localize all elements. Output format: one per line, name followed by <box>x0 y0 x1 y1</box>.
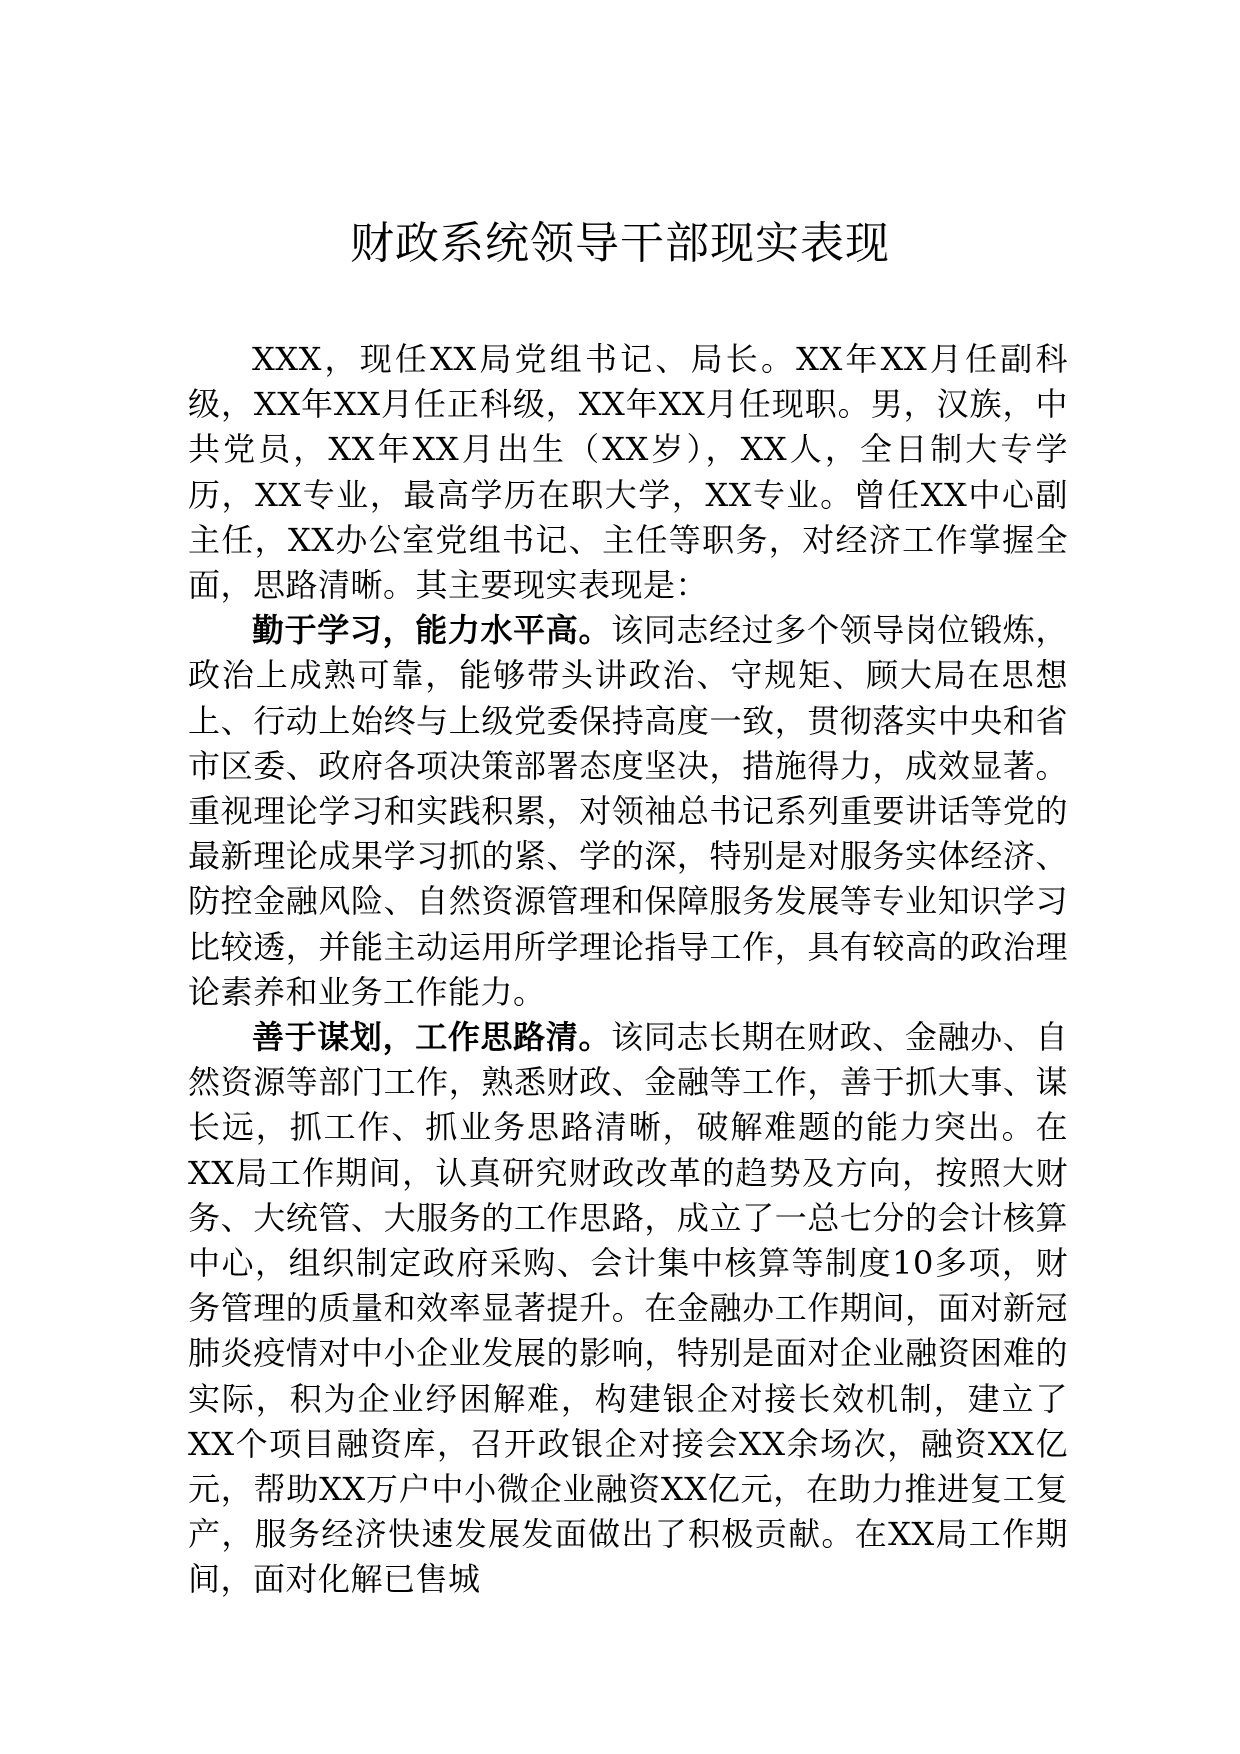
paragraph-lead: 勤于学习，能力水平高。 <box>252 611 612 650</box>
paragraph-study <box>188 608 1068 1015</box>
paragraph-text: 该同志长期在财政、金融办、自然资源等部门工作，熟悉财政、金融等工作，善于抓大事、谋长远，抓工作、抓业务思路清晰，破解难题的能力突出。在XX局工作期间，认真研究财政改革的趋势及方向，按照大财务、大统管、大服务的工作思路，成立了一总七分的会计核算中心，组织制定政府采购、会计集中核算等制度10多项，财务管理的质量和效率显著提升。在金融办工作期间，面对新冠肺炎疫情对中小企业发展的影响，特别是面对企业融资困难的实际，积为企业纾困解难，构建银企对接长效机制，建立了XX个项目融资库，召开政银企对接会XX余场次，融资XX亿元，帮助XX万户中小微企业融资XX亿元，在助力推进复工复产，服务经济快速发展发面做出了积极贡献。在XX局工作期间，面对化解已售城 <box>188 1018 1068 1599</box>
paragraph-text: 该同志经过多个领导岗位锻炼，政治上成熟可靠，能够带头讲政治、守规矩、顾大局在思想上、行动上始终与上级党委保持高度一致，贯彻落实中央和省市区委、政府各项决策部署态度坚决，措施得力，成效显著。重视理论学习和实践积累，对领袖总书记系列重要讲话等党的最新理论成果学习抓的紧、学的深，特别是对服务实体经济、防控金融风险、自然资源管理和保障服务发展等专业知识学习比较透，并能主动运用所学理论指导工作，具有较高的政治理论素养和业务工作能力。 <box>188 611 1068 1011</box>
paragraph-intro <box>188 337 1068 608</box>
document-body <box>188 337 1068 1603</box>
paragraph-text: XXX，现任XX局党组书记、局长。XX年XX月任副科级，XX年XX月任正科级，XX年XX月任现职。男，汉族，中共党员，XX年XX月出生（XX岁），XX人，全日制大专学历，XX专业，最高学历在职大学，XX专业。曾任XX中心副主任，XX办公室党组书记、主任等职务，对经济工作掌握全面，思路清晰。其主要现实表现是： <box>188 340 1068 605</box>
paragraph-planning <box>188 1015 1068 1603</box>
document-title: 财政系统领导干部现实表现 <box>350 218 890 269</box>
paragraph-lead: 善于谋划，工作思路清。 <box>252 1018 612 1057</box>
